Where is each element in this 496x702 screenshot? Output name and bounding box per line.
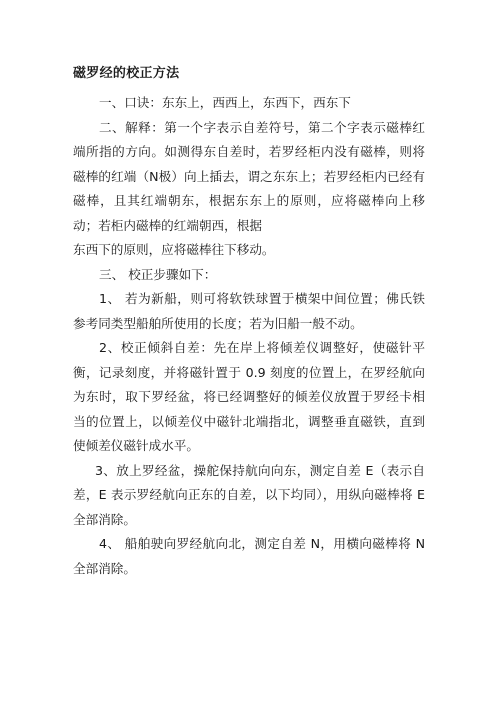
paragraph-mnemonic: 一、口诀：东东上，西西上，东西下，西东下 (99, 95, 351, 110)
paragraph-step-2: 2、校正倾斜自差：先在岸上将倾差仪调整好，使磁针平衡，记录刻度，并将磁针置于 0.9 刻度的位置上，在罗经航向为东时，取下罗经盆，将已经调整好的倾差仪放置于罗经卡相当的位置上，以倾差仪中磁针北端指北，调整垂直磁铁，直到使倾差仪磁针成水平。 (73, 340, 425, 453)
paragraph-explanation-continued: 东西下的原则，应将磁棒往下移动。 (73, 242, 275, 257)
paragraph-step-4: 4、 船舶驶向罗经航向北，测定自差 N，用横向磁棒将 N 全部消除。 (73, 536, 425, 576)
paragraph-steps-heading: 三、 校正步骤如下： (99, 266, 217, 282)
paragraph-explanation: 二、解释：第一个字表示自差符号，第二个字表示磁棒红端所指的方向。如测得东自差时，若罗经柜内没有磁棒，则将磁棒的红端（N极）向上插去，谓之东东上；若罗经柜内已经有磁棒，且其红端朝东，根据东东上的原则，应将磁棒向上移动；若柜内磁棒的红端朝西，根据 (73, 119, 425, 233)
document-body (73, 64, 425, 581)
paragraph-step-1: 1、 若为新船，则可将软铁球置于横架中间位置；佛氏铁参考同类型船舶所使用的长度；若为旧船一般不动。 (73, 291, 425, 331)
paragraph-step-3: 3、放上罗经盆，操舵保持航向向东，测定自差 E（表示自差，E 表示罗经航向正东的自差，以下均同），用纵向磁棒将 E 全部消除。 (73, 462, 425, 527)
document-title: 磁罗经的校正方法 (73, 66, 180, 81)
